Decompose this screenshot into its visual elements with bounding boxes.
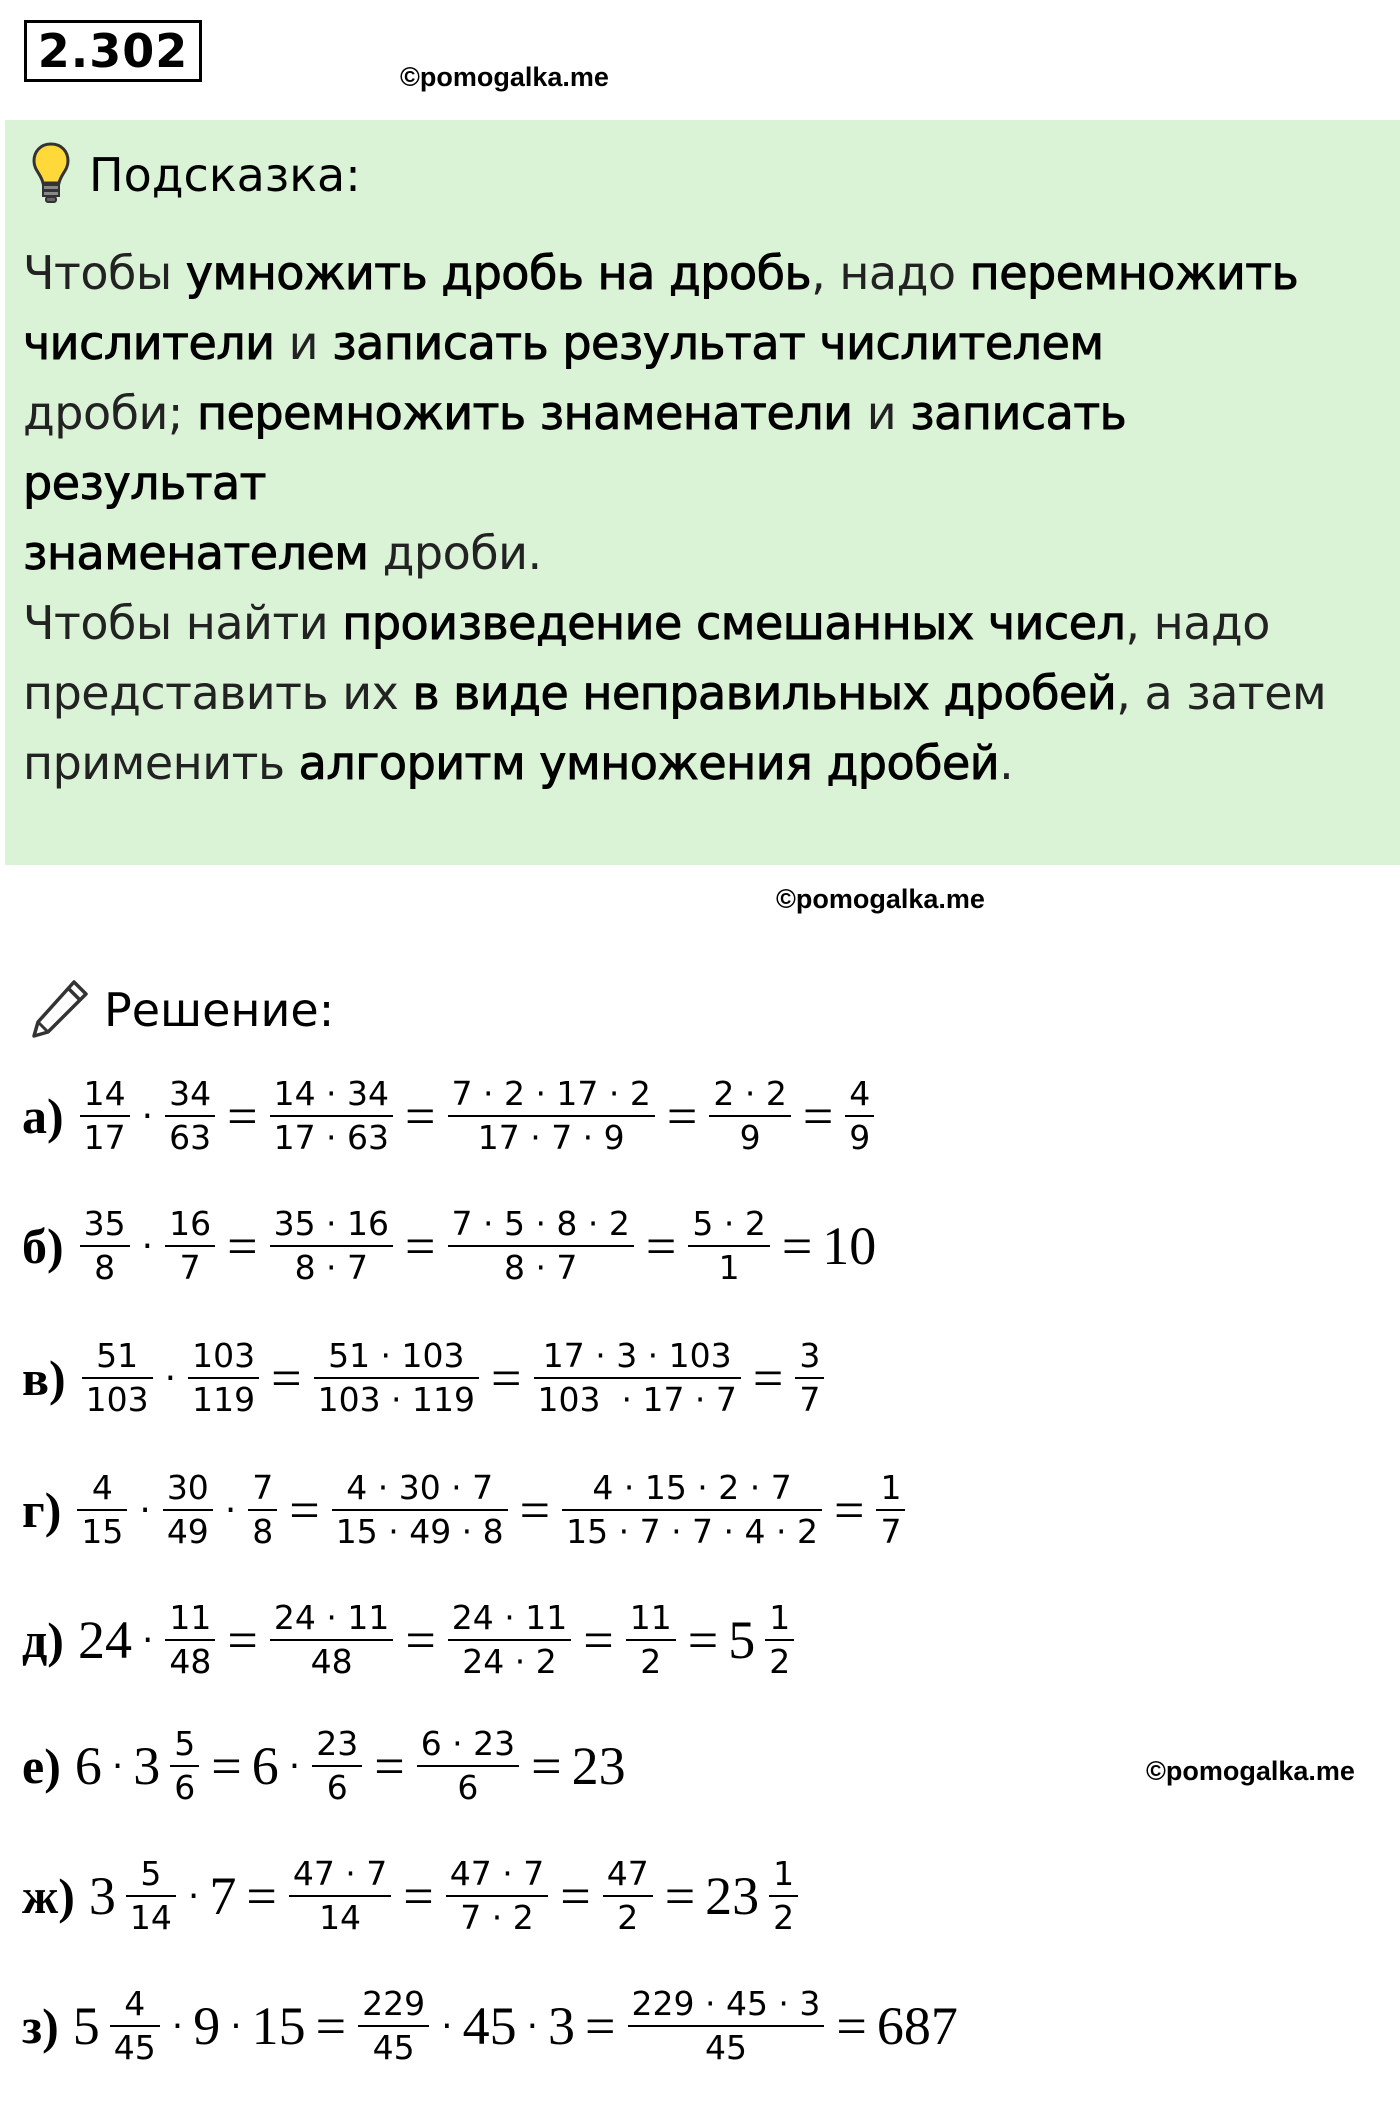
fraction <box>448 1597 571 1683</box>
numerator: 47 <box>606 1854 649 1893</box>
hint-bold-text: произведение смешанных чисел <box>342 596 1126 650</box>
equals-sign: = <box>583 1610 614 1670</box>
denominator: 6 <box>174 1768 196 1807</box>
fraction <box>270 1597 393 1683</box>
hint-text: , надо <box>811 246 970 300</box>
equals-sign: = <box>836 1996 867 2056</box>
equals-sign: = <box>666 1086 698 1146</box>
fraction <box>845 1073 874 1159</box>
fraction <box>165 1073 215 1159</box>
multiply-dot: · <box>164 1357 177 1399</box>
hint-text: Чтобы найти <box>23 596 343 650</box>
multiply-dot: · <box>171 2005 184 2047</box>
multiply-dot: · <box>141 1619 154 1661</box>
numerator: 2 · 2 <box>713 1074 787 1113</box>
multiply-dot: · <box>288 1745 301 1787</box>
equals-sign: = <box>289 1480 320 1540</box>
hint-text: , надо <box>1125 596 1270 650</box>
fraction <box>314 1335 479 1421</box>
denominator: 1 <box>718 1248 740 1287</box>
expression <box>76 1335 831 1421</box>
equals-sign: = <box>315 1996 347 2056</box>
numerator: 1 <box>769 1598 791 1637</box>
denominator: 14 <box>319 1898 362 1937</box>
equals-sign: = <box>405 1086 436 1146</box>
solution-row <box>22 1716 630 1816</box>
fraction <box>448 1073 655 1159</box>
row-letter: в) <box>22 1350 66 1406</box>
row-letter: е) <box>22 1738 61 1794</box>
numerator: 7 · 2 · 17 · 2 <box>451 1074 651 1113</box>
number: 3 <box>133 1736 161 1796</box>
numerator: 229 · 45 · 3 <box>631 1984 821 2023</box>
row-letter: з) <box>22 1998 59 2054</box>
denominator: 24 · 2 <box>462 1642 557 1681</box>
equals-sign: = <box>802 1086 834 1146</box>
number: 6 <box>74 1736 102 1796</box>
numerator: 229 <box>362 1984 426 2023</box>
denominator: 14 <box>129 1898 172 1937</box>
equals-sign: = <box>227 1610 258 1670</box>
equals-sign: = <box>560 1866 591 1926</box>
fraction <box>603 1853 653 1939</box>
equals-sign: = <box>833 1480 865 1540</box>
hint-text: применить <box>23 736 299 790</box>
number: 45 <box>462 1996 517 2056</box>
fraction <box>626 1597 676 1683</box>
multiply-dot: · <box>187 1875 200 1917</box>
number: 7 <box>209 1866 237 1926</box>
fraction <box>312 1723 362 1809</box>
numerator: 6 · 23 <box>420 1724 516 1763</box>
denominator: 63 <box>169 1118 212 1157</box>
numerator: 51 · 103 <box>328 1336 465 1375</box>
fraction <box>688 1203 769 1289</box>
hint-text: дроби. <box>368 526 542 580</box>
numerator: 4 · 30 · 7 <box>346 1468 494 1507</box>
denominator: 6 <box>326 1768 348 1807</box>
numerator: 11 <box>629 1598 672 1637</box>
expression <box>71 1467 911 1553</box>
equals-sign: = <box>781 1216 813 1276</box>
denominator: 2 <box>617 1898 639 1937</box>
fraction <box>795 1335 824 1421</box>
lightbulb-icon <box>31 141 71 209</box>
denominator: 48 <box>310 1642 353 1681</box>
denominator: 6 <box>457 1768 479 1807</box>
number: 24 <box>77 1610 132 1670</box>
numerator: 16 <box>169 1204 212 1243</box>
multiply-dot: · <box>526 2005 539 2047</box>
equals-sign: = <box>227 1086 258 1146</box>
fraction <box>769 1853 798 1939</box>
fraction <box>270 1203 393 1289</box>
denominator: 17 · 63 <box>273 1118 390 1157</box>
hint-bold-text: записать результат <box>23 386 1127 510</box>
hint-header <box>31 140 361 210</box>
equals-sign: = <box>752 1348 784 1408</box>
hint-bold-text: числители <box>23 316 275 370</box>
denominator: 7 <box>799 1380 821 1419</box>
denominator: 103 · 119 <box>317 1380 476 1419</box>
numerator: 1 <box>773 1854 795 1893</box>
solution-row <box>22 1846 804 1946</box>
denominator: 17 <box>83 1118 126 1157</box>
numerator: 51 <box>96 1336 139 1375</box>
row-letter: б) <box>22 1218 64 1274</box>
numerator: 1 <box>880 1468 902 1507</box>
denominator: 49 <box>166 1512 209 1551</box>
numerator: 11 <box>169 1598 212 1637</box>
number: 23 <box>705 1866 760 1926</box>
numerator: 24 · 11 <box>451 1598 568 1637</box>
fraction <box>448 1203 634 1289</box>
fraction <box>165 1203 215 1289</box>
hint-title: Подсказка: <box>89 148 361 202</box>
fraction <box>332 1467 508 1553</box>
numerator: 23 <box>316 1724 359 1763</box>
numerator: 14 <box>83 1074 126 1113</box>
equals-sign: = <box>531 1736 562 1796</box>
hint-text: , а затем <box>1116 666 1327 720</box>
hint-bold-text: знаменателем <box>23 526 369 580</box>
fraction <box>446 1853 548 1939</box>
denominator: 15 <box>81 1512 124 1551</box>
equals-sign: = <box>585 1996 616 2056</box>
hint-text: Чтобы <box>23 246 186 300</box>
hint-panel <box>5 120 1400 865</box>
equals-sign: = <box>271 1348 302 1408</box>
denominator: 7 · 2 <box>460 1898 534 1937</box>
denominator: 7 <box>880 1512 902 1551</box>
expression <box>85 1853 804 1939</box>
numerator: 4 <box>124 1984 146 2023</box>
equals-sign: = <box>211 1736 242 1796</box>
hint-bold-text: в виде неправильных дробей <box>412 666 1117 720</box>
number: 5 <box>72 1996 100 2056</box>
number: 3 <box>88 1866 116 1926</box>
numerator: 7 · 5 · 8 · 2 <box>451 1204 630 1243</box>
task-number-box: 2.302 <box>24 20 202 82</box>
row-letter: г) <box>22 1482 62 1538</box>
numerator: 103 <box>192 1336 256 1375</box>
watermark: ©pomogalka.me <box>400 62 609 92</box>
multiply-dot: · <box>230 2005 242 2047</box>
fraction <box>77 1467 127 1553</box>
multiply-dot: · <box>139 1489 151 1531</box>
denominator: 9 <box>849 1118 871 1157</box>
numerator: 47 · 7 <box>449 1854 545 1893</box>
fraction <box>876 1467 905 1553</box>
equals-sign: = <box>664 1866 696 1926</box>
solution-row <box>22 1460 911 1560</box>
expression <box>74 1073 881 1159</box>
solution-header <box>28 972 334 1048</box>
denominator: 2 <box>769 1642 791 1681</box>
pencil-icon <box>28 976 92 1044</box>
denominator: 8 <box>252 1512 274 1551</box>
numerator: 17 · 3 · 103 <box>542 1336 732 1375</box>
fraction <box>80 1073 130 1159</box>
numerator: 5 <box>174 1724 196 1763</box>
denominator: 103 <box>85 1380 149 1419</box>
numerator: 4 <box>849 1074 871 1113</box>
numerator: 14 · 34 <box>273 1074 390 1113</box>
hint-bold-text: записать результат числителем <box>332 316 1104 370</box>
fraction <box>628 1983 825 2069</box>
denominator: 48 <box>169 1642 212 1681</box>
equals-sign: = <box>403 1866 434 1926</box>
multiply-dot: · <box>224 1489 237 1531</box>
fraction <box>188 1335 259 1421</box>
numerator: 34 <box>169 1074 212 1113</box>
numerator: 47 · 7 <box>292 1854 388 1893</box>
multiply-dot: · <box>141 1095 154 1137</box>
numerator: 5 <box>140 1854 162 1893</box>
equals-sign: = <box>246 1866 277 1926</box>
solution-row <box>22 1196 880 1296</box>
hint-text: и <box>274 316 333 370</box>
numerator: 35 · 16 <box>273 1204 390 1243</box>
equals-sign: = <box>374 1736 405 1796</box>
solution-row <box>22 1976 962 2076</box>
number: 23 <box>571 1736 626 1796</box>
fraction <box>534 1335 741 1421</box>
row-letter: ж) <box>22 1868 75 1924</box>
multiply-dot: · <box>141 1225 154 1267</box>
multiply-dot: · <box>111 1745 124 1787</box>
denominator: 2 <box>773 1898 795 1937</box>
number: 687 <box>876 1996 958 2056</box>
denominator: 8 <box>94 1248 116 1287</box>
fraction <box>562 1467 822 1553</box>
solution-title: Решение: <box>104 983 335 1037</box>
hint-paragraph-1 <box>23 238 1383 588</box>
equals-sign: = <box>227 1216 258 1276</box>
equals-sign: = <box>405 1610 436 1670</box>
number: 10 <box>822 1216 877 1276</box>
denominator: 103 · 17 · 7 <box>537 1380 737 1419</box>
hint-text: представить их <box>23 666 413 720</box>
hint-bold-text: умножить дробь на дробь <box>185 246 812 300</box>
numerator: 7 <box>252 1468 274 1507</box>
denominator: 8 · 7 <box>294 1248 369 1287</box>
expression <box>71 1723 630 1809</box>
equals-sign: = <box>519 1480 551 1540</box>
fraction <box>417 1723 519 1809</box>
number: 3 <box>548 1996 576 2056</box>
hint-bold-text: алгоритм умножения дробей <box>298 736 1000 790</box>
denominator: 45 <box>372 2028 415 2067</box>
numerator: 24 · 11 <box>273 1598 390 1637</box>
equals-sign: = <box>687 1610 719 1670</box>
denominator: 119 <box>192 1380 256 1419</box>
hint-paragraph-2 <box>23 588 1383 798</box>
numerator: 5 · 2 <box>692 1204 766 1243</box>
number: 15 <box>251 1996 306 2056</box>
hint-text: и <box>852 386 911 440</box>
hint-bold-text: перемножить знаменатели <box>197 386 853 440</box>
solution-row <box>22 1328 830 1428</box>
equals-sign: = <box>405 1216 436 1276</box>
denominator: 45 <box>704 2028 747 2067</box>
fraction <box>82 1335 153 1421</box>
fraction <box>289 1853 391 1939</box>
fraction <box>709 1073 790 1159</box>
multiply-dot: · <box>441 2005 453 2047</box>
fraction <box>170 1723 199 1809</box>
denominator: 17 · 7 · 9 <box>477 1118 625 1157</box>
number: 6 <box>251 1736 279 1796</box>
numerator: 35 <box>83 1204 126 1243</box>
fraction <box>765 1597 794 1683</box>
watermark: ©pomogalka.me <box>1146 1756 1355 1786</box>
fraction <box>165 1597 215 1683</box>
expression <box>69 1983 962 2069</box>
row-letter: д) <box>22 1612 64 1668</box>
solution-row <box>22 1590 800 1690</box>
fraction <box>358 1983 429 2069</box>
numerator: 4 · 15 · 2 · 7 <box>592 1468 792 1507</box>
hint-text: дроби; <box>23 386 198 440</box>
fraction <box>270 1073 393 1159</box>
numerator: 3 <box>799 1336 821 1375</box>
number: 5 <box>728 1610 756 1670</box>
number: 9 <box>193 1996 221 2056</box>
hint-text: . <box>999 736 1014 790</box>
denominator: 15 · 7 · 7 · 4 · 2 <box>566 1512 818 1551</box>
numerator: 4 <box>91 1468 113 1507</box>
denominator: 45 <box>113 2028 156 2067</box>
denominator: 7 <box>179 1248 201 1287</box>
denominator: 9 <box>739 1118 761 1157</box>
expression <box>74 1203 881 1289</box>
fraction <box>126 1853 176 1939</box>
equals-sign: = <box>645 1216 677 1276</box>
fraction <box>163 1467 213 1553</box>
equals-sign: = <box>491 1348 522 1408</box>
fraction <box>248 1467 277 1553</box>
denominator: 8 · 7 <box>503 1248 578 1287</box>
row-letter: а) <box>22 1088 64 1144</box>
hint-bold-text: перемножить <box>969 246 1299 300</box>
watermark: ©pomogalka.me <box>776 884 985 914</box>
fraction <box>110 1983 160 2069</box>
denominator: 15 · 49 · 8 <box>335 1512 504 1551</box>
numerator: 30 <box>166 1468 209 1507</box>
expression <box>74 1597 800 1683</box>
denominator: 2 <box>640 1642 662 1681</box>
fraction <box>80 1203 130 1289</box>
solution-row <box>22 1066 880 1166</box>
